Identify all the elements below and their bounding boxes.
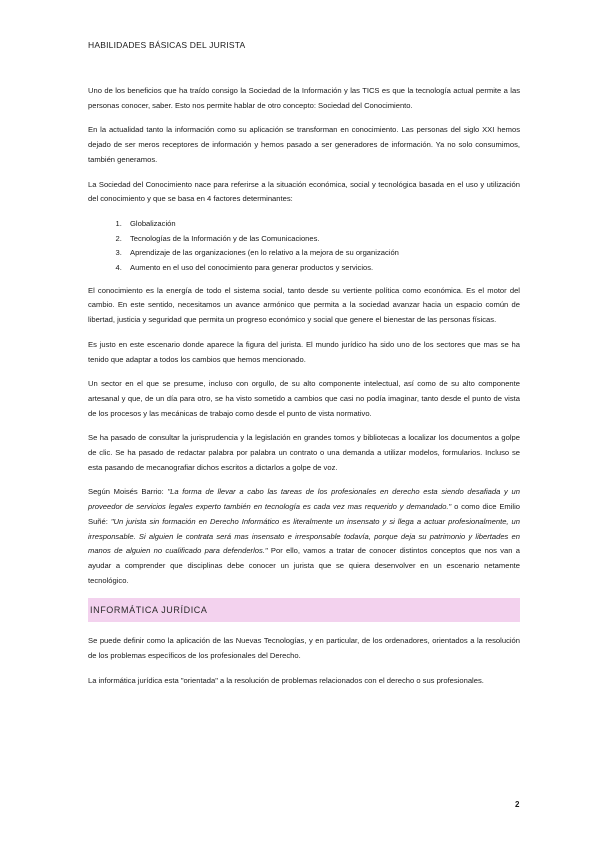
running-header: HABILIDADES BÁSICAS DEL JURISTA — [88, 40, 246, 50]
paragraph-consultar-jurisprudencia: Se ha pasado de consultar la jurisprudencia y la legislación en grandes tomos y bibliotecas a localizar los documentos a golpe de clic. Se ha pasado de redactar palabra por palabra un contrato o una demanda a utilizar modelos, formularios. Incluso se esta pasando de mecanografiar dichos escritos a dictarlos a golpe de voz. — [88, 433, 520, 472]
paragraph-conocimiento-energia: El conocimiento es la energía de todo el sistema social, tanto desde su vertiente política como económica. Es el motor del cambio. En este sentido, necesitamos un avance armónico que permita a la sociedad avanzar hacia un espacio común de libertad, justicia y seguridad que permita un progreso económico y social que genere el bienestar de las personas físicas. — [88, 285, 520, 325]
list-item: 1. Globalización — [124, 217, 520, 232]
page-content — [88, 84, 520, 699]
section-heading-bar — [88, 598, 520, 622]
paragraph-figura-jurista: Es justo en este escenario donde aparece la figura del jurista. El mundo jurídico ha sido uno de los sectores que mas se ha tenido que adaptar a todos los cambios que hemos mencionado. — [88, 339, 520, 364]
quote-sune: "Un jurista sin formación en Derecho Informático es literalmente un insensato y si llega a actuar profesionalmente, un irresponsable. Si alguien le contrata será mas insensato e irresponsable todavía, porque deja su patrimonio y libertades en manos de alguien no cualificado para defenderlos." — [88, 516, 520, 556]
paragraph-sociedad-conocimiento: La Sociedad del Conocimiento nace para referirse a la situación económica, social y tecnológica basada en el uso y utilización del conocimiento y que se basa en 4 factores determinantes: — [88, 179, 520, 204]
citation-intro: Según Moisés Barrio: — [88, 487, 168, 497]
paragraph-actualidad: En la actualidad tanto la información como su aplicación se transforman en conocimiento. Las personas del siglo XXI hemos dejado de ser meros receptores de información y hemos pasado a ser generadores de información. Ya no solo consumimos, también generamos. — [88, 125, 520, 164]
list-item: 2. Tecnologías de la Información y de las Comunicaciones. — [124, 232, 520, 247]
paragraph-sector-intelectual: Un sector en el que se presume, incluso con orgullo, de su alto componente intelectual, así como de su alto componente artesanal y que, de un día para otro, se ha visto sometido a cambios que casi no podía imaginar, tanto desde el punto de vista de los procesos y las mecánicas de trabajo como desde el punto de vista normativo. — [88, 379, 520, 418]
citation-connector: o como dice Emilio Suñé: — [88, 502, 520, 526]
paragraph-orientada: La informática jurídica esta "orientada" a la resolución de problemas relacionados con el derecho o sus profesionales. — [88, 675, 484, 685]
paragraph-sociedad-informacion: Uno de los beneficios que ha traído consigo la Sociedad de la Información y las TICS es que la tecnología actual permite a las personas conocer, saber. Esto nos permite hablar de otro concepto: Sociedad del Conocimiento. — [88, 86, 520, 110]
list-item: 4. Aumento en el uso del conocimiento para generar productos y servicios. — [124, 261, 520, 276]
quote-barrio: "La forma de llevar a cabo las tareas de los profesionales en derecho esta siendo desafiada y un proveedor de servicios legales experto también en tecnología es cada vez mas requerido y demandado." — [88, 487, 520, 512]
page-number: 2 — [515, 800, 520, 809]
paragraph-definicion: Se puede definir como la aplicación de las Nuevas Tecnologías, y en particular, de los ordenadores, orientados a la resolución de los problemas específicos de los profesionales del Derecho. — [88, 636, 520, 661]
section-title: INFORMÁTICA JURÍDICA — [90, 605, 208, 616]
factors-list — [88, 217, 520, 276]
paragraph-citas — [88, 485, 520, 588]
list-item: 3. Aprendizaje de las organizaciones (en lo relativo a la mejora de su organización — [124, 246, 520, 261]
citation-conclusion: Por ello, vamos a tratar de conocer distintos conceptos que nos van a ayudar a comprender que disciplinas debe conocer un jurista que se quiera desenvolver en un escenario netamente tecnológico. — [88, 546, 521, 585]
